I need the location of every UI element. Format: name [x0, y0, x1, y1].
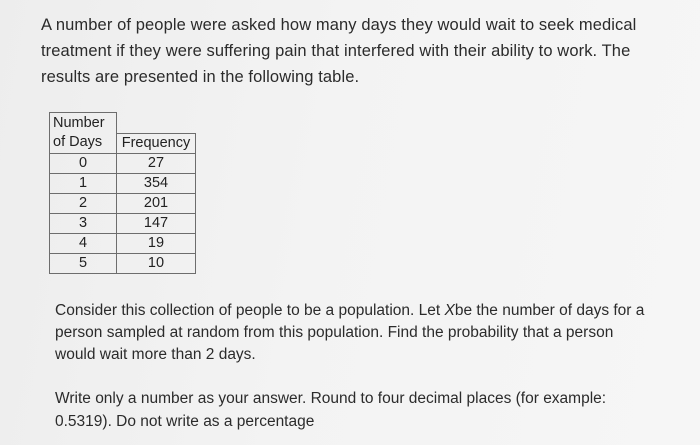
frequency-cell: 19	[117, 233, 196, 253]
answer-instruction: Write only a number as your answer. Round to four decimal places (for example: 0.5319). Do not write as a percentage	[55, 390, 607, 430]
days-cell: 0	[50, 153, 117, 173]
days-cell: 1	[50, 173, 117, 193]
frequency-cell: 147	[117, 213, 196, 233]
table-row	[50, 193, 196, 213]
question-text	[55, 300, 645, 366]
days-cell: 4	[50, 233, 117, 253]
days-cell: 5	[50, 253, 117, 273]
table-row	[50, 213, 196, 233]
table-row	[50, 153, 196, 173]
frequency-cell: 27	[117, 153, 196, 173]
table-header-row	[50, 133, 196, 153]
problem-intro: A number of people were asked how many days they would wait to seek medical treatment if they were suffering pain that interfered with their ability to work. The results are presented in the following table.	[41, 16, 637, 86]
frequency-cell: 201	[117, 193, 196, 213]
frequency-cell: 354	[117, 173, 196, 193]
days-cell: 3	[50, 213, 117, 233]
table-header-row-top	[50, 113, 196, 134]
frequency-cell: 10	[117, 253, 196, 273]
table-row	[50, 253, 196, 273]
days-header-line1: Number	[50, 113, 117, 134]
table-row	[50, 173, 196, 193]
frequency-header: Frequency	[117, 133, 196, 153]
table-row	[50, 233, 196, 253]
random-variable-x: X	[444, 302, 455, 319]
header-spacer	[117, 113, 196, 134]
question-part1: Consider this collection of people to be a population. Let	[55, 302, 445, 319]
days-header-line2: of Days	[50, 133, 117, 153]
days-cell: 2	[50, 193, 117, 213]
frequency-table	[49, 112, 196, 274]
question-part2: be the number of days for a person sampled at random from this population. Find the probability that a person would wait more than 2 days.	[55, 302, 645, 363]
